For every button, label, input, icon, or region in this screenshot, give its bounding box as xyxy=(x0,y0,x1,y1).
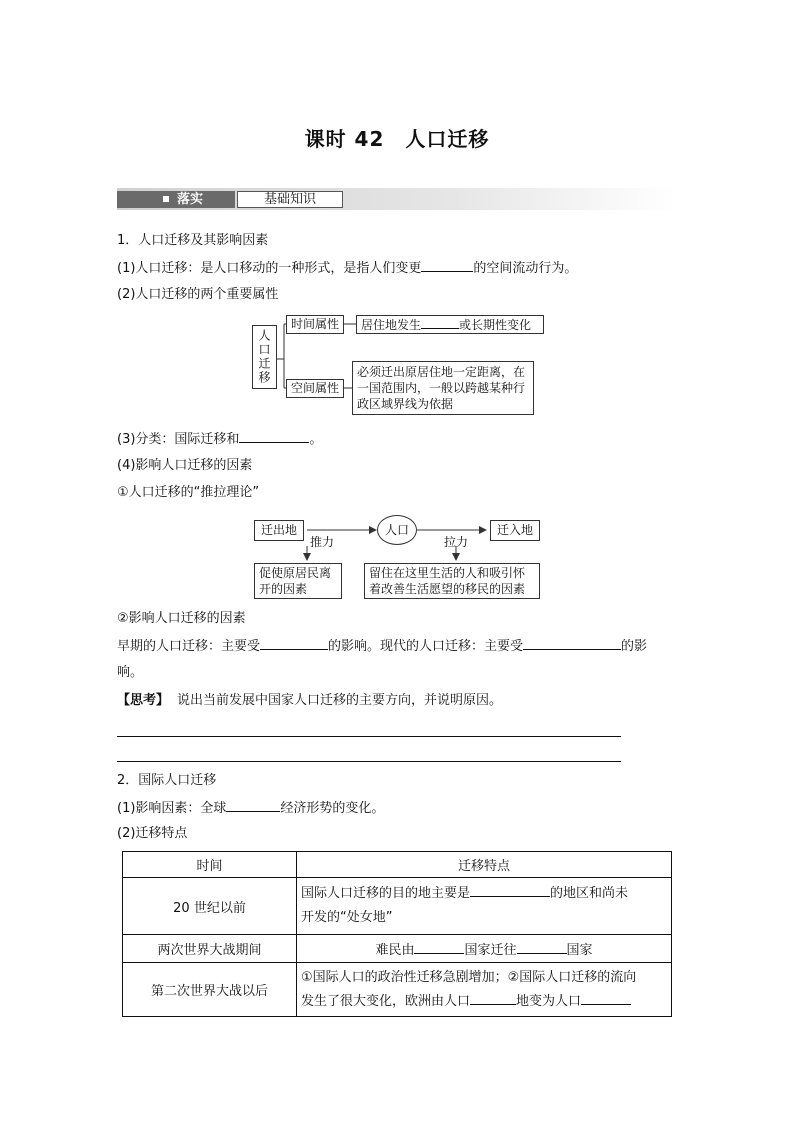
section2-heading: 2．国际人口迁移 xyxy=(117,773,217,788)
s1-p5-cont: 响。 xyxy=(117,665,144,680)
population-circle: 人口 xyxy=(377,515,417,545)
text: (1)影响因素：全球 xyxy=(117,801,227,816)
space-attr-box: 空间属性 xyxy=(286,379,344,398)
table-cell-desc xyxy=(297,878,672,935)
table-row xyxy=(123,878,672,935)
time-desc-box xyxy=(356,315,544,334)
push-label: 推力 xyxy=(310,535,335,549)
fill-blank[interactable] xyxy=(226,799,280,812)
fill-blank[interactable] xyxy=(523,637,621,650)
think-prompt xyxy=(117,692,502,710)
fill-blank[interactable] xyxy=(239,430,309,443)
text: 的空间流动行为。 xyxy=(473,261,578,276)
text: 的地区和尚未 xyxy=(550,886,629,901)
text: 开发的“处女地” xyxy=(301,910,393,925)
diagram-root-box xyxy=(252,325,277,389)
table-cell-time: 两次世界大战期间 xyxy=(123,935,297,963)
table-cell-time: 20 世纪以前 xyxy=(123,878,297,935)
text: 国家迁往 xyxy=(464,943,517,958)
fill-blank[interactable] xyxy=(260,637,328,650)
table-header: 时间 xyxy=(123,852,297,878)
destination-box: 迁入地 xyxy=(490,520,540,541)
fill-blank[interactable] xyxy=(517,941,567,954)
text: 国际人口迁移的目的地主要是 xyxy=(301,886,471,901)
fill-blank[interactable] xyxy=(470,884,550,897)
fill-blank[interactable] xyxy=(414,941,464,954)
s1-p3 xyxy=(117,430,322,449)
table-header: 迁移特点 xyxy=(297,852,672,878)
space-desc-box: 必须迁出原居住地一定距离，在一国范围内，一般以跨越某种行政区域界线为依据 xyxy=(352,361,534,415)
text: (1)人口迁移：是人口移动的一种形式，是指人们变更 xyxy=(117,261,422,276)
square-bullet-icon xyxy=(163,196,169,202)
banner-dark-label: 落实 xyxy=(177,192,204,207)
fill-blank[interactable] xyxy=(470,992,516,1005)
text: 经济形势的变化。 xyxy=(280,801,385,816)
banner-dark-tab xyxy=(117,191,235,208)
fill-blank[interactable] xyxy=(581,992,631,1005)
migration-table xyxy=(122,851,672,1017)
text: 发生了很大变化，欧洲由人口 xyxy=(301,993,471,1009)
text: 国家 xyxy=(566,943,593,958)
s1-p4a: ①人口迁移的“推拉理论” xyxy=(117,485,260,500)
think-label: 【思考】 xyxy=(117,693,170,708)
text: 或长期性变化 xyxy=(459,318,532,332)
diagram-root-label: 人口迁移 xyxy=(257,329,271,385)
text: 早期的人口迁移：主要受 xyxy=(117,639,261,654)
text: (3)分类：国际迁移和 xyxy=(117,432,240,447)
s1-p2: (2)人口迁移的两个重要属性 xyxy=(117,287,279,302)
section1-heading: 1．人口迁移及其影响因素 xyxy=(117,233,269,248)
s1-p4: (4)影响人口迁移的因素 xyxy=(117,458,253,473)
table-header-row xyxy=(123,852,672,878)
think-text: 说出当前发展中国家人口迁移的主要方向，并说明原因。 xyxy=(177,693,503,708)
push-desc-box: 促使原居民离开的因素 xyxy=(254,563,342,599)
table-cell-desc xyxy=(297,935,672,963)
s2-p1 xyxy=(117,799,384,818)
answer-line[interactable] xyxy=(117,761,621,762)
answer-line[interactable] xyxy=(117,736,621,737)
text: 的影 xyxy=(621,639,648,654)
pull-desc-box: 留住在这里生活的人和吸引怀着改善生活愿望的移民的因素 xyxy=(364,563,540,599)
text: 地变为人口 xyxy=(516,993,582,1009)
s1-p4b: ②影响人口迁移的因素 xyxy=(117,611,246,626)
table-cell-desc xyxy=(297,963,672,1017)
fill-blank[interactable] xyxy=(421,259,473,272)
banner-light-label: 基础知识 xyxy=(237,191,343,208)
text: 难民由 xyxy=(375,943,415,958)
text: 。 xyxy=(309,432,323,447)
fill-blank[interactable] xyxy=(421,316,459,329)
table-row xyxy=(123,935,672,963)
table-cell-time: 第二次世界大战以后 xyxy=(123,963,297,1017)
s2-p2: (2)迁移特点 xyxy=(117,826,188,841)
origin-box: 迁出地 xyxy=(254,520,304,541)
time-attr-box: 时间属性 xyxy=(286,315,344,334)
table-row xyxy=(123,963,672,1017)
page-title: 课时 42 人口迁移 xyxy=(304,127,490,151)
text: ①国际人口的政治性迁移急剧增加；②国际人口迁移的流向 xyxy=(301,969,637,985)
pull-label: 拉力 xyxy=(444,535,469,549)
s1-p1 xyxy=(117,259,577,278)
text: 居住地发生 xyxy=(361,318,422,332)
text: 的影响。现代的人口迁移：主要受 xyxy=(328,639,524,654)
s1-p5 xyxy=(117,637,647,656)
